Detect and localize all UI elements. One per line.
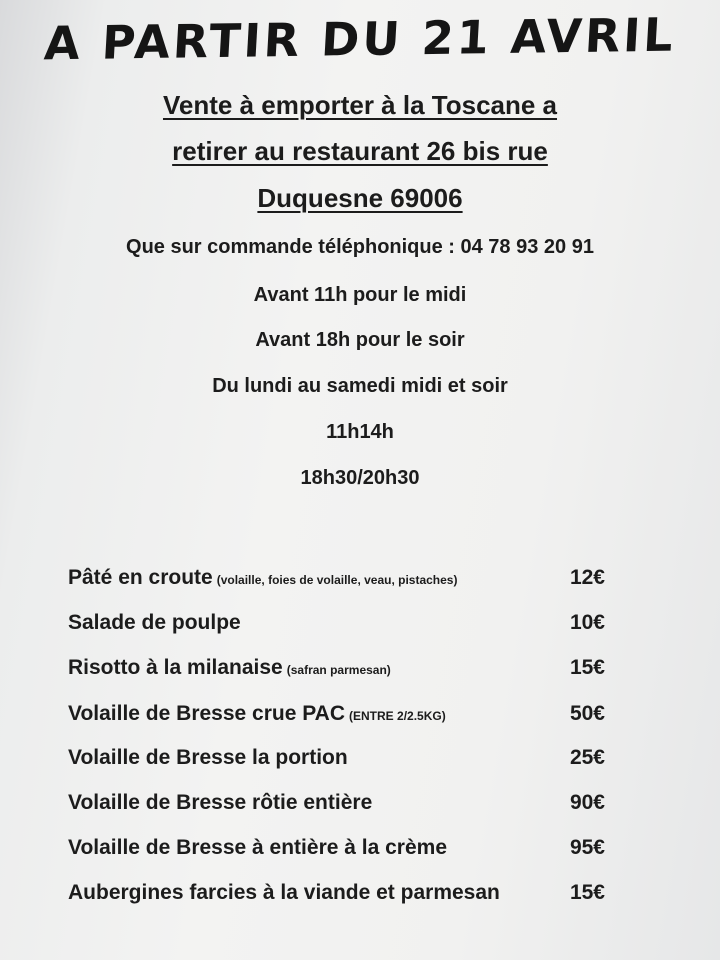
menu-item-name: Salade de poulpe — [68, 611, 241, 634]
menu-item — [0, 702, 720, 736]
menu-item-price: 12€ — [569, 566, 605, 589]
menu-item — [0, 746, 720, 780]
menu-item — [0, 611, 720, 645]
menu-item-price: 10€ — [569, 611, 605, 634]
heading-line-1: Vente à emporter à la Toscane a — [162, 90, 558, 120]
heading-line-2: retirer au restaurant 26 bis rue — [172, 136, 548, 166]
menu-item-price: 25€ — [569, 746, 605, 769]
menu-item-name: Volaille de Bresse la portion — [68, 746, 348, 769]
menu-item-detail: (volaille, foies de volaille, veau, pistaches) — [216, 573, 458, 587]
heading-line-3: Duquesne 69006 — [257, 183, 463, 213]
menu-item-price: 90€ — [569, 791, 605, 814]
hours-soir: 18h30/20h30 — [300, 467, 420, 489]
phone-order-line: Que sur commande téléphonique : 04 78 93 20 91 — [126, 236, 594, 258]
menu-item-detail: (safran parmesan) — [286, 663, 391, 677]
menu-item-detail: (ENTRE 2/2.5KG) — [349, 709, 446, 723]
menu-item — [0, 566, 720, 600]
opening-days: Du lundi au samedi midi et soir — [212, 375, 508, 397]
menu-item-name: Volaille de Bresse crue PAC — [68, 702, 346, 725]
menu-item-price: 50€ — [569, 702, 605, 725]
menu-item — [0, 656, 720, 690]
menu-item-name: Pâté en croute — [68, 566, 213, 589]
menu-item-name: Risotto à la milanaise — [68, 656, 283, 679]
menu-item — [0, 881, 720, 915]
soir-deadline: Avant 18h pour le soir — [255, 329, 465, 351]
menu-item — [0, 836, 720, 870]
menu-item-name: Volaille de Bresse rôtie entière — [68, 791, 373, 814]
menu-item — [0, 791, 720, 825]
midi-deadline: Avant 11h pour le midi — [253, 284, 467, 306]
menu-item-name: Volaille de Bresse à entière à la crème — [68, 836, 447, 859]
menu-item-price: 15€ — [569, 656, 605, 679]
menu-item-price: 15€ — [569, 881, 605, 904]
menu-item-name: Aubergines farcies à la viande et parmesan — [68, 881, 500, 904]
hours-midi: 11h14h — [326, 421, 394, 443]
handwritten-banner: A PARTIR DU 21 AVRIL — [42, 7, 678, 71]
menu-item-price: 95€ — [569, 836, 605, 859]
